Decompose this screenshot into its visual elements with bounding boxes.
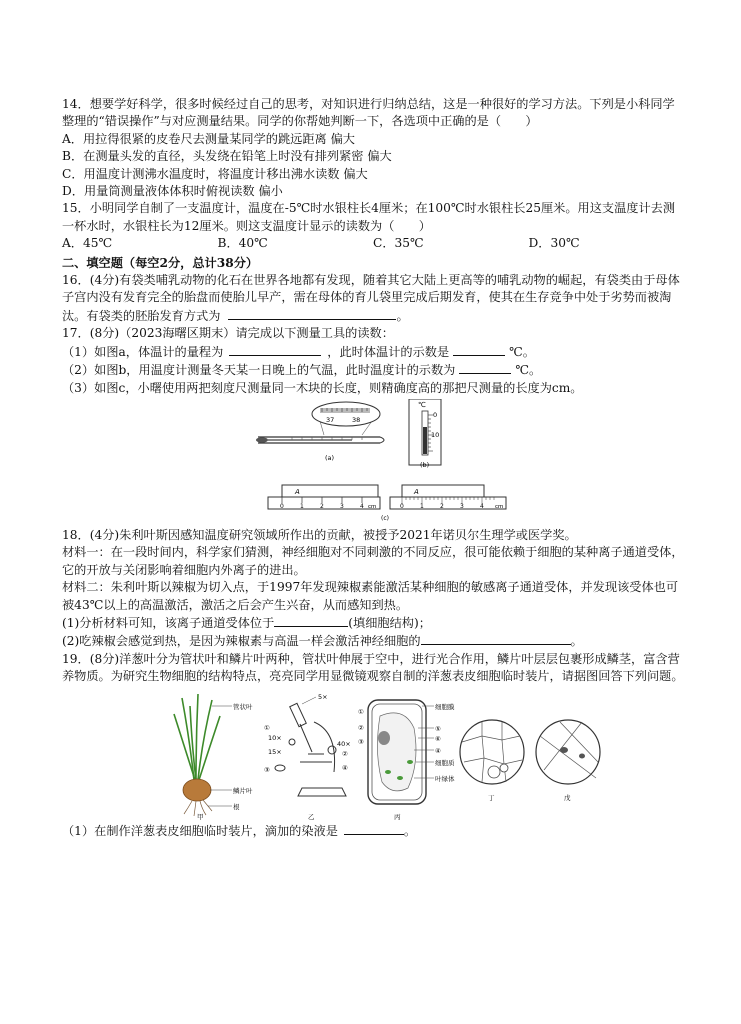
microscope-labels — [264, 693, 351, 820]
q14-stem: 14．想要学好科学，很多时候经过自己的思考，对知识进行归纳总结，这是一种很好的学习方法。下列是小科同学整理的“错误操作”与对应测量结果。同学的你帮她判断一下，各选项中正确的是（ ） — [62, 97, 675, 129]
q17-p1-text: （1）如图a，体温计的量程为 — [62, 344, 224, 359]
label-ding: 丁 — [488, 793, 495, 802]
q16-body: 16．(4分)有袋类哺乳动物的化石在世界各地都有发现，随着其它大陆上更高等的哺乳动物的崛起，有袋类由于母体子宫内没有发育完全的胎盘而使胎儿早产，需在母体的育儿袋里完成后期发育，使其在生存竞争中处于劣势而被淘汰。有袋类的胚胎发育方式为 — [62, 273, 680, 323]
block-a-left: A — [295, 487, 300, 496]
ruler-left-tick-1: 1 — [300, 502, 304, 510]
mic-n2: ② — [342, 749, 348, 758]
ruler-right-tick-4: 4 — [480, 502, 484, 510]
b-tick-0: 0 — [433, 410, 438, 419]
q18-sub2 — [62, 632, 684, 650]
ruler-right-unit: cm — [495, 503, 504, 510]
label-wu: 戊 — [564, 793, 571, 802]
label-linpian: 鳞片叶 — [233, 786, 253, 795]
q17-figure-svg — [62, 399, 684, 523]
therm-tick-37: 37 — [326, 415, 335, 424]
q17-part3: （3）如图c，小曙使用两把刻度尺测量同一木块的长度，则精确度高的那把尺测量的长度为cm。 — [62, 380, 583, 395]
q14-option-d: D．用量筒测量液体体积时俯视读数 偏小 — [62, 184, 283, 199]
ruler-left — [268, 485, 380, 510]
obj-15x: 15× — [268, 747, 282, 756]
thermometer-b — [409, 399, 441, 469]
label-xibaomo: 细胞膜 — [435, 702, 455, 711]
q18-s1-text: (1)分析材料可知，该离子通道受体位于 — [62, 615, 275, 630]
ruler-left-unit: cm — [368, 503, 377, 510]
mic-n4: ④ — [342, 763, 348, 772]
q15-option-a: A．45℃ — [62, 236, 113, 251]
q19-figure — [62, 692, 684, 820]
ruler-left-tick-0: 0 — [280, 502, 284, 510]
label-yi: 乙 — [308, 812, 315, 820]
cell-n3: ③ — [358, 737, 364, 746]
microscope — [275, 703, 346, 796]
plant-cell — [358, 700, 455, 820]
q18-s2-end: 。 — [570, 634, 583, 649]
q15-stem: 15．小明同学自制了一支温度计，温度在-5℃时水银柱长4厘米；在100℃时水银柱长25厘米。用这支温度计去测一杯水时，水银柱长为12厘米。则这支温度计显示的读数为（ ） — [62, 201, 676, 233]
ruler-right-tick-1: 1 — [420, 502, 424, 510]
label-yeluti: 叶绿体 — [435, 774, 455, 783]
q19-s1-text: （1）在制作洋葱表皮细胞临时装片，滴加的染液是 — [62, 823, 338, 838]
ruler-right-tick-3: 3 — [460, 502, 464, 510]
q19-s1-end: 。 — [403, 823, 417, 838]
q15-option-d: D．30℃ — [528, 236, 580, 251]
q17-figure — [62, 399, 684, 523]
q17-reading-blank[interactable] — [453, 343, 505, 356]
q18-head: 18．(4分)朱利叶斯因感知温度研究领域所作出的贡献，被授予2021年诺贝尔生理学或医学奖。 — [62, 527, 577, 542]
label-jia: 甲 — [197, 812, 204, 820]
q18-sub1 — [62, 614, 684, 632]
q18-answer-blank[interactable] — [421, 632, 571, 645]
q17-temp-blank[interactable] — [459, 361, 511, 374]
q17-p2-text: （2）如图b，用温度计测量冬天某一日晚上的气温，此时温度计的示数为 — [62, 363, 456, 378]
view-ding — [460, 720, 524, 802]
ruler-left-tick-4: 4 — [360, 502, 364, 510]
q17-part1 — [62, 343, 684, 361]
q18-material1: 材料一：在一段时间内，科学家们猜测，神经细胞对不同刺激的不同反应，很可能依赖于细胞的某种离子通道受体，它的开放与关闭影响着细胞内外离子的进出。 — [62, 545, 684, 577]
q14-option-b: B．在测量头发的直径，头发绕在铅笔上时没有排列紧密 偏大 — [62, 149, 392, 164]
label-a: (a) — [325, 453, 335, 462]
q17-p2-unit: ℃。 — [515, 363, 542, 378]
q16-text — [62, 272, 684, 325]
q19-head: 19．(8分)洋葱叶分为管状叶和鳞片叶两种，管状叶伸展于空中，进行光合作用，鳞片叶层层包裹形成鳞茎，富含营养物质。为研究生物细胞的结构特点，亮亮同学用显微镜观察自制的洋葱表皮细胞临时装片，请据图回答下列问题。 — [62, 651, 684, 684]
q17-head: 17．(8分)（2023海曙区期末）请完成以下测量工具的读数： — [62, 326, 394, 341]
label-b: (b) — [420, 460, 430, 469]
onion-plant — [174, 694, 253, 820]
q18-material2: 材料二：朱利叶斯以辣椒为切入点，于1997年发现辣椒素能激活某种细胞的敏感离子通道受体，并发现该受体也可被43℃以上的高温激活，激活之后会产生兴奋，从而感知到热。 — [62, 580, 679, 612]
label-guanzhuang: 管状叶 — [233, 702, 253, 711]
q16-answer-blank[interactable] — [228, 307, 396, 320]
cell-n2: ② — [358, 723, 364, 732]
cell-n5: ⑤ — [435, 724, 441, 733]
ruler-right-tick-2: 2 — [440, 502, 444, 510]
obj-10x: 10× — [268, 733, 282, 742]
exam-page — [62, 96, 684, 840]
mic-n3: ③ — [264, 765, 270, 774]
section-title-fill-blank: 二、填空题（每空2分，总计38分） — [62, 255, 259, 270]
b-unit: ℃ — [418, 400, 426, 409]
q17-p1-text2: ，此时体温计的示数是 — [327, 344, 450, 359]
q15-option-b: B．40℃ — [217, 236, 268, 251]
obj-40x: 40× — [337, 739, 351, 748]
view-wu — [536, 720, 600, 802]
cell-n4: ④ — [435, 746, 441, 755]
q14-option-c: C．用温度计测沸水温度时，将温度计移出沸水读数 偏大 — [62, 166, 368, 181]
block-a-right: A — [414, 487, 419, 496]
q19-sub1 — [62, 822, 684, 840]
label-xibaozhi: 细胞质 — [435, 758, 455, 767]
cell-n6: ⑥ — [435, 734, 441, 743]
q19-figure-svg — [62, 692, 684, 820]
ruler-left-tick-2: 2 — [320, 502, 324, 510]
label-gen: 根 — [233, 802, 240, 811]
ruler-right — [390, 485, 506, 510]
q14-option-a: A．用拉得很紧的皮卷尺去测量某同学的跳远距离 偏大 — [62, 131, 355, 146]
b-tick-10: 10 — [431, 430, 440, 439]
q18-s1-end: (填细胞结构)； — [348, 615, 431, 630]
obj-5x: 5× — [318, 692, 328, 701]
q17-range-blank[interactable] — [229, 343, 321, 356]
ruler-left-tick-3: 3 — [340, 502, 344, 510]
q18-s2-text: (2)吃辣椒会感觉到热，是因为辣椒素与高温一样会激活神经细胞的 — [62, 634, 421, 649]
thermometer-a — [256, 402, 384, 462]
ruler-right-tick-0: 0 — [400, 502, 404, 510]
therm-tick-38: 38 — [352, 415, 361, 424]
q16-end: 。 — [396, 308, 409, 323]
q18-structure-blank[interactable] — [274, 614, 348, 627]
q19-stain-blank[interactable] — [344, 822, 404, 835]
q15-option-c: C．35℃ — [373, 236, 424, 251]
mic-n1: ① — [264, 723, 270, 732]
q15-options — [62, 235, 684, 252]
cell-n1: ① — [358, 707, 364, 716]
label-bing: 丙 — [394, 812, 401, 820]
label-c: (c) — [381, 514, 389, 522]
q17-part2 — [62, 361, 684, 379]
q17-p1-unit: ℃。 — [509, 344, 535, 359]
